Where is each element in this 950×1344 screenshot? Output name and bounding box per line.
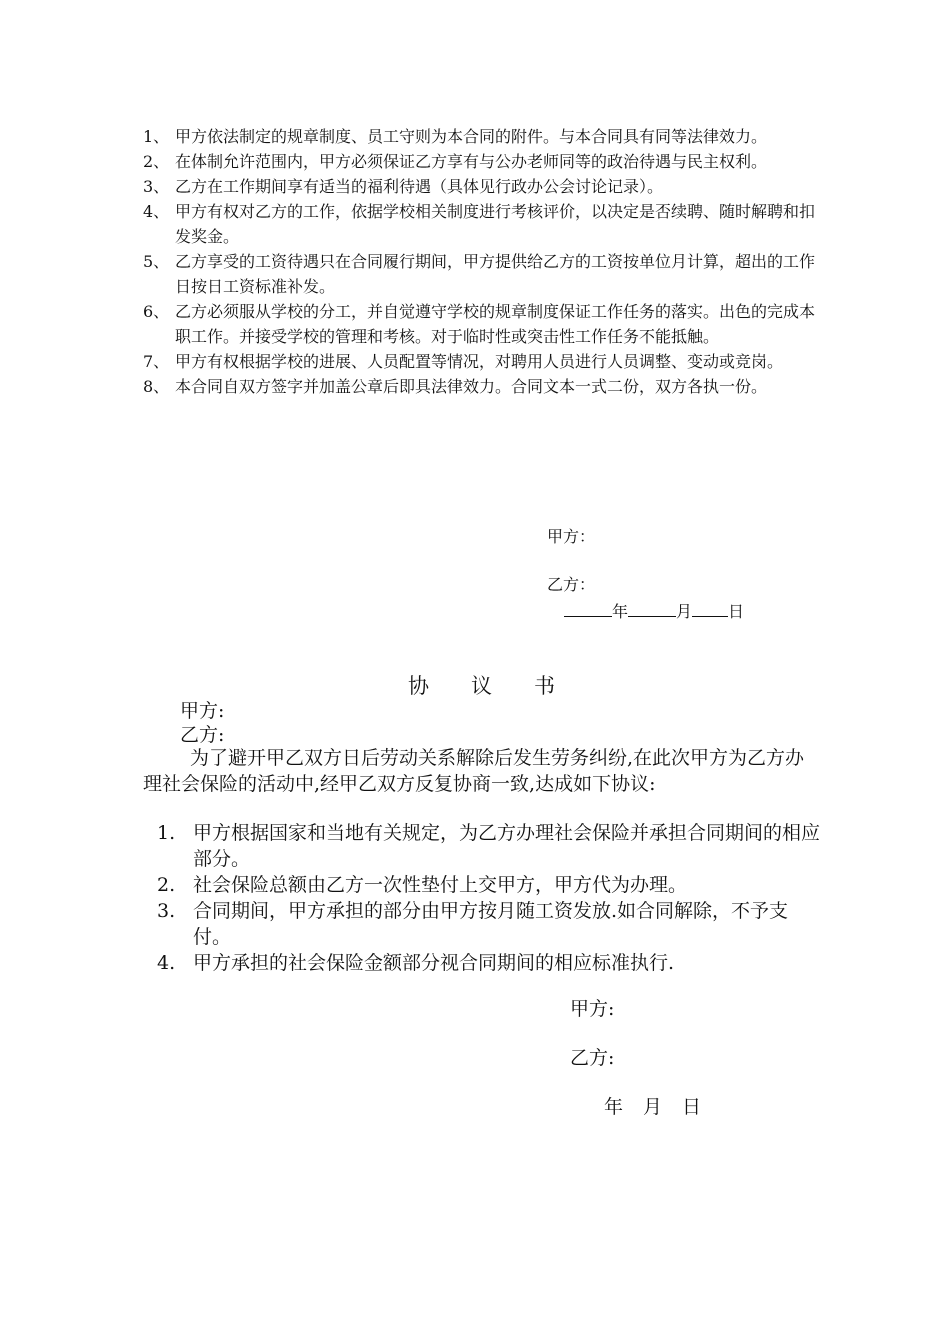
item-number: 3. bbox=[157, 900, 176, 922]
item-text: 甲方承担的社会保险金额部分视合同期间的相应标准执行. bbox=[193, 952, 675, 974]
clause-text: 甲方有权根据学校的进展、人员配置等情况，对聘用人员进行人员调整、变动或竞岗。 bbox=[175, 352, 784, 371]
contract-clause bbox=[143, 349, 823, 374]
clause-number: 2、 bbox=[143, 152, 170, 171]
agreement-date-line bbox=[604, 1094, 721, 1120]
clause-text: 乙方在工作期间享有适当的福利待遇（具体见行政办公会讨论记录）。 bbox=[175, 177, 664, 196]
agreement-party-b-signature: 乙方: bbox=[570, 1047, 615, 1069]
item-text: 甲方根据国家和当地有关规定，为乙方办理社会保险并承担合同期间的相应部分。 bbox=[193, 822, 821, 870]
clause-text: 乙方享受的工资待遇只在合同履行期间，甲方提供给乙方的工资按单位月计算，超出的工作日按日工资标准补发。 bbox=[175, 252, 816, 296]
clause-text: 本合同自双方签字并加盖公章后即具法律效力。合同文本一式二份，双方各执一份。 bbox=[175, 377, 768, 396]
item-text: 合同期间，甲方承担的部分由甲方按月随工资发放.如合同解除，不予支付。 bbox=[193, 900, 789, 948]
year-label: 年 bbox=[612, 602, 629, 621]
year-blank bbox=[564, 600, 612, 617]
clause-text: 甲方有权对乙方的工作，依据学校相关制度进行考核评价，以决定是否续聘、随时解聘和扣发奖金。 bbox=[175, 202, 816, 246]
clause-number: 1、 bbox=[143, 127, 170, 146]
agreement-item bbox=[143, 820, 823, 872]
clause-number: 8、 bbox=[143, 377, 170, 396]
contract-clause bbox=[143, 374, 823, 399]
clause-number: 7、 bbox=[143, 352, 170, 371]
item-number: 1. bbox=[157, 822, 176, 844]
contract-clause bbox=[143, 174, 823, 199]
contract-date-line bbox=[564, 600, 744, 623]
agreement-party-b: 乙方: bbox=[180, 724, 225, 746]
agreement-party-a-signature: 甲方: bbox=[570, 998, 615, 1020]
contract-clause bbox=[143, 199, 823, 249]
agreement-intro: 为了避开甲乙双方日后劳动关系解除后发生劳务纠纷,在此次甲方为乙方办理社会保险的活动中,经甲乙双方反复协商一致,达成如下协议: bbox=[143, 747, 805, 795]
item-number: 2. bbox=[157, 874, 176, 896]
agreement-party-a: 甲方: bbox=[180, 700, 225, 722]
agreement-item bbox=[143, 950, 823, 976]
day-label: 日 bbox=[682, 1096, 702, 1118]
agreement-item-list bbox=[143, 820, 823, 976]
item-text: 社会保险总额由乙方一次性垫付上交甲方，甲方代为办理。 bbox=[193, 874, 688, 896]
month-label: 月 bbox=[676, 602, 693, 621]
contract-clause bbox=[143, 124, 823, 149]
contract-party-a-signature: 甲方： bbox=[547, 527, 596, 546]
clause-text: 甲方依法制定的规章制度、员工守则为本合同的附件。与本合同具有同等法律效力。 bbox=[175, 127, 768, 146]
clause-text: 乙方必须服从学校的分工，并自觉遵守学校的规章制度保证工作任务的落实。出色的完成本职工作。并接受学校的管理和考核。对于临时性或突击性工作任务不能抵触。 bbox=[175, 302, 816, 346]
clause-number: 4、 bbox=[143, 202, 170, 221]
clause-text: 在体制允许范围内，甲方必须保证乙方享有与公办老师同等的政治待遇与民主权利。 bbox=[175, 152, 768, 171]
agreement-item bbox=[143, 872, 823, 898]
clause-number: 3、 bbox=[143, 177, 170, 196]
contract-clause bbox=[143, 249, 823, 299]
year-label: 年 bbox=[604, 1096, 624, 1118]
agreement-item bbox=[143, 898, 823, 950]
day-label: 日 bbox=[728, 602, 745, 621]
day-blank bbox=[692, 600, 728, 617]
clause-number: 5、 bbox=[143, 252, 170, 271]
contract-clause bbox=[143, 149, 823, 174]
month-label: 月 bbox=[643, 1096, 663, 1118]
month-blank bbox=[628, 600, 676, 617]
contract-clause-list bbox=[143, 124, 823, 399]
contract-clause bbox=[143, 299, 823, 349]
agreement-title: 协议书 bbox=[408, 674, 597, 698]
clause-number: 6、 bbox=[143, 302, 170, 321]
item-number: 4. bbox=[157, 952, 176, 974]
contract-party-b-signature: 乙方： bbox=[547, 575, 596, 594]
